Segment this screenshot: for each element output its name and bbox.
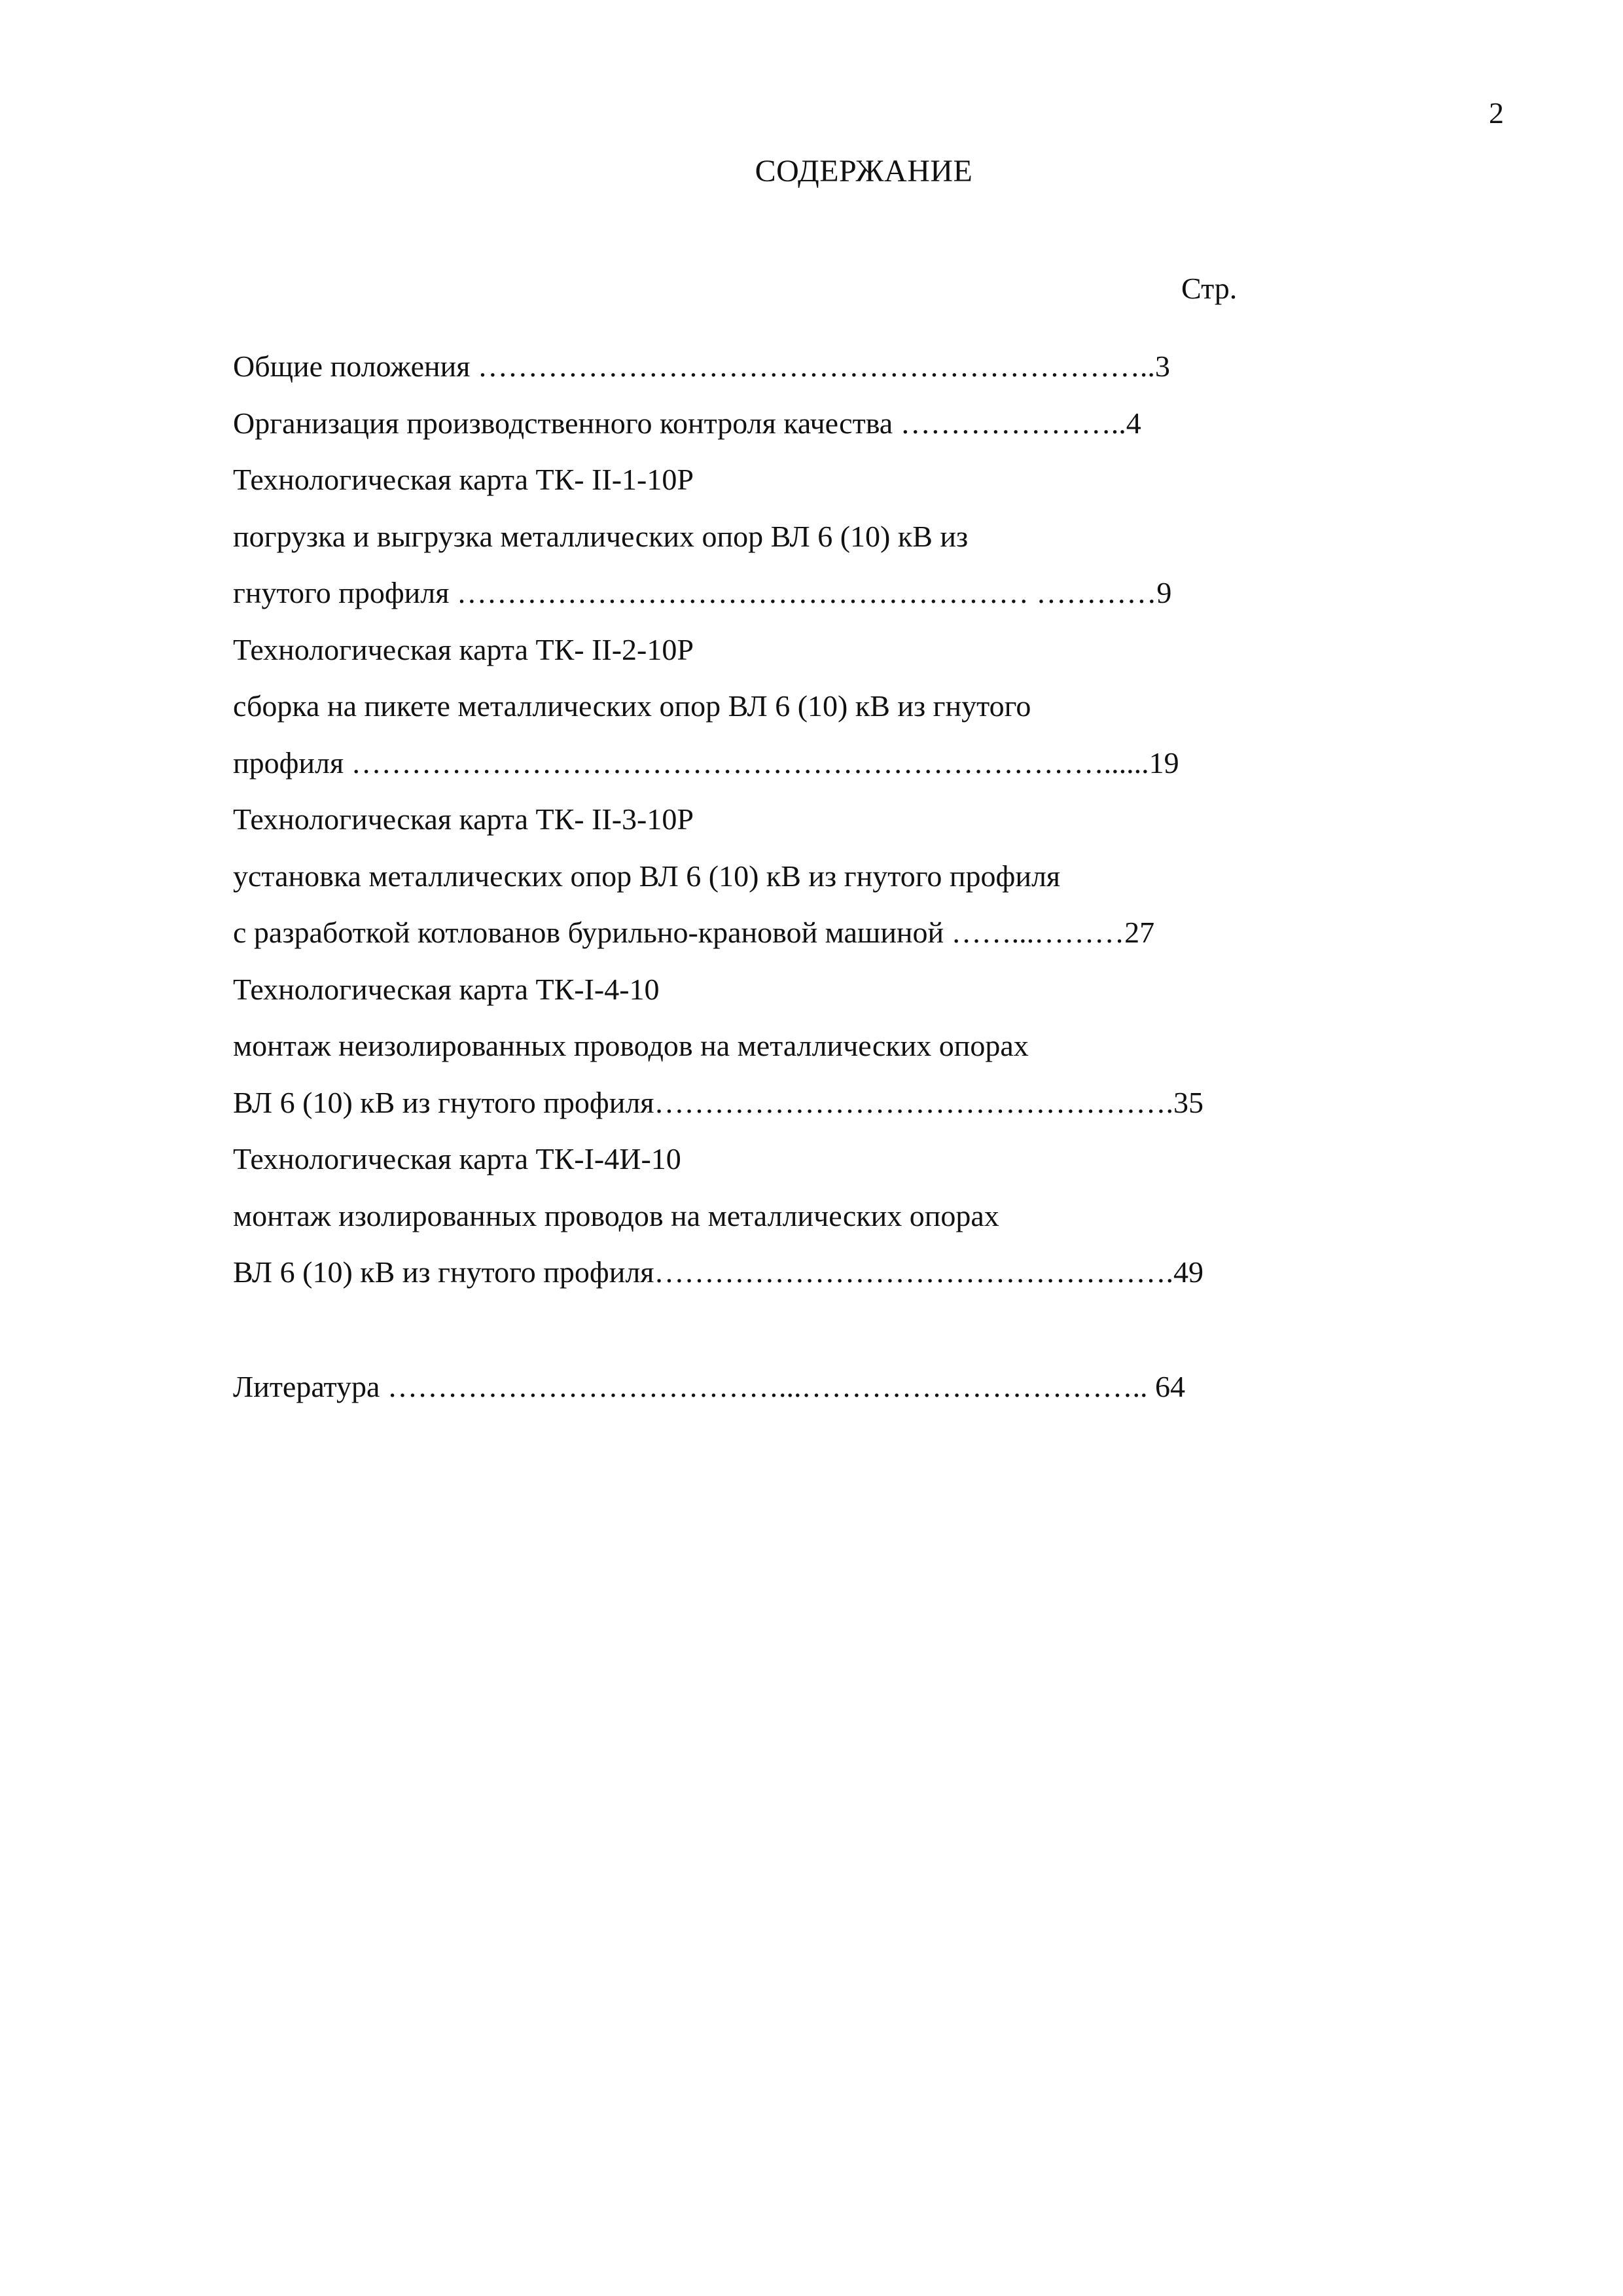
- toc-entry-tk-ii-2-title: Технологическая карта ТК- II-2-10Р: [233, 632, 694, 666]
- toc-entry-general: Общие положения …………………………………………………………..3: [233, 350, 1170, 383]
- toc-entry-tk-i-4-line-2: ВЛ 6 (10) кВ из гнутого профиля…………………………………………….35: [233, 1085, 1204, 1119]
- page-number: 2: [1489, 96, 1504, 130]
- page-column-header: Стр.: [1181, 272, 1238, 305]
- toc-entry-tk-ii-1-line-2: гнутого профиля ………………………………………………… …………9: [233, 576, 1172, 609]
- page-title: СОДЕРЖАНИЕ: [755, 154, 973, 188]
- toc-entry-quality-control: Организация производственного контроля качества …………………..4: [233, 406, 1141, 440]
- toc-entry-tk-ii-3-line-2: с разработкой котлованов бурильно-крановой машиной ……...………27: [233, 916, 1155, 949]
- toc-entry-tk-i-4i-line-2: ВЛ 6 (10) кВ из гнутого профиля…………………………………………….49: [233, 1255, 1204, 1289]
- toc-entry-tk-ii-2-line-2: профиля …………………………………………………………………......19: [233, 745, 1179, 780]
- toc-entry-tk-i-4i-line-1: монтаж изолированных проводов на металлических опорах: [233, 1198, 999, 1232]
- toc-entry-tk-i-4i-title: Технологическая карта ТК-I-4И-10: [233, 1142, 681, 1175]
- table-of-contents: [233, 347, 1204, 1424]
- toc-entry-tk-ii-3-title: Технологическая карта ТК- II-3-10Р: [233, 802, 694, 836]
- toc-entry-tk-i-4-title: Технологическая карта ТК-I-4-10: [233, 972, 660, 1006]
- toc-entry-tk-ii-2-line-1: сборка на пикете металлических опор ВЛ 6 (10) кВ из гнутого: [233, 689, 1031, 723]
- toc-entry-tk-ii-3-line-1: установка металлических опор ВЛ 6 (10) кВ из гнутого профиля: [233, 859, 1061, 893]
- toc-entry-tk-ii-1-line-1: погрузка и выгрузка металлических опор ВЛ 6 (10) кВ из: [233, 519, 969, 553]
- toc-entry-literature: Литература …………………………………...…………………………….. 64: [233, 1369, 1185, 1403]
- toc-entry-tk-ii-1-title: Технологическая карта ТК- II-1-10Р: [233, 463, 694, 496]
- toc-entry-tk-i-4-line-1: монтаж неизолированных проводов на металлических опорах: [233, 1029, 1029, 1062]
